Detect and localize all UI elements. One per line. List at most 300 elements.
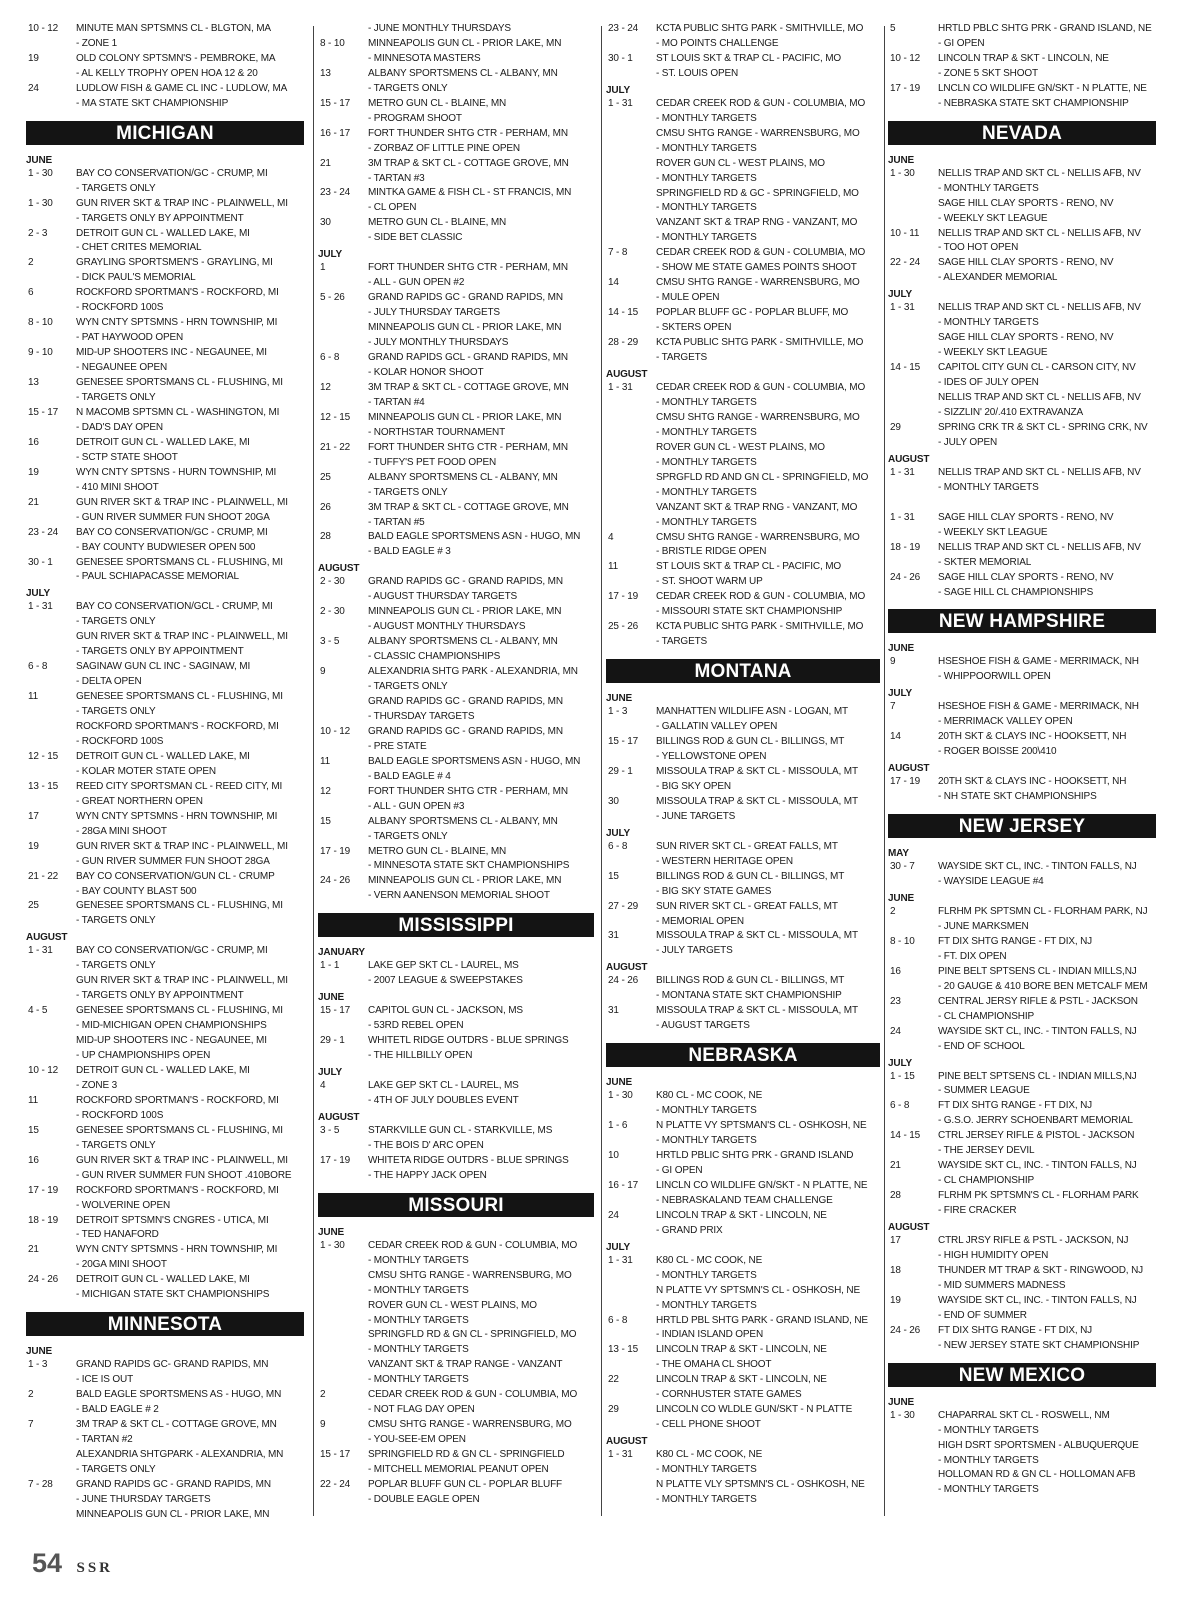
schedule-row	[318, 1284, 598, 1299]
column-4	[888, 22, 1160, 1522]
event-date: 24 - 26	[890, 571, 921, 583]
event-date: 30	[320, 217, 331, 229]
event-date: 23 - 24	[28, 526, 59, 538]
schedule-row	[26, 1139, 308, 1154]
schedule-row	[318, 186, 598, 201]
event-text: - MONTHLY TARGETS	[938, 1484, 1039, 1496]
event-text: KCTA PUBLIC SHTG PARK - SMITHVILLE, MO	[656, 337, 864, 349]
event-text: ALBANY SPORTSMENS CL - ALBANY, MN	[368, 471, 558, 483]
schedule-row	[26, 1064, 308, 1079]
event-date: 5	[890, 23, 896, 34]
event-text: - THE HAPPY JACK OPEN	[368, 1169, 487, 1181]
schedule-row	[888, 1279, 1160, 1294]
month-heading: JULY	[888, 289, 913, 301]
event-text: BILLINGS ROD & GUN CL - BILLINGS, MT	[656, 975, 845, 987]
schedule-row	[888, 37, 1160, 52]
schedule-row	[26, 1418, 308, 1433]
event-text: - MONTHLY TARGETS	[938, 182, 1039, 194]
schedule-row	[318, 1299, 598, 1314]
schedule-row	[318, 142, 598, 157]
schedule-row	[318, 82, 598, 97]
event-date: 17	[890, 1235, 901, 1247]
event-text: - YELLOWSTONE OPEN	[656, 750, 767, 762]
column-divider	[601, 26, 602, 1516]
event-text: FORT THUNDER SHTG CTR - PERHAM, MN	[368, 441, 568, 453]
schedule-row	[318, 351, 598, 366]
schedule-row	[888, 1025, 1160, 1040]
event-text: FT DIX SHTG RANGE - FT DIX, NJ	[938, 935, 1093, 947]
schedule-row	[606, 411, 884, 426]
event-text: DETROIT GUN CL - WALLED LAKE, MI	[76, 750, 250, 762]
event-text: - PROGRAM SHOOT	[368, 112, 462, 124]
event-text: - GUN RIVER SUMMER FUN SHOOT 20GA	[76, 511, 270, 523]
event-text: - MONTHLY TARGETS	[656, 1135, 757, 1147]
schedule-row	[606, 381, 884, 396]
schedule-row	[888, 1409, 1160, 1424]
month-heading: AUGUST	[606, 1436, 648, 1448]
month-heading: JUNE	[606, 1077, 633, 1089]
event-date: 1 - 31	[890, 511, 915, 523]
event-date: 29 - 1	[608, 765, 633, 777]
event-date: 15 - 17	[320, 97, 351, 109]
event-date: 17	[28, 810, 39, 822]
schedule-row	[26, 1243, 308, 1258]
event-text: - BAY COUNTY BLAST 500	[76, 885, 197, 897]
schedule-row	[318, 575, 598, 590]
event-text: - TARGETS ONLY BY APPOINTMENT	[76, 646, 244, 658]
event-date: 10 - 12	[28, 23, 59, 34]
schedule-row	[888, 1040, 1160, 1055]
schedule-row	[26, 825, 308, 840]
schedule-row	[26, 391, 308, 406]
schedule-columns	[0, 22, 1200, 1522]
event-text: MANHATTEN WILDLIFE ASN - LOGAN, MT	[656, 706, 848, 718]
schedule-row	[318, 1373, 598, 1388]
event-text: - 410 MINI SHOOT	[76, 481, 159, 493]
schedule-row	[606, 1224, 884, 1239]
schedule-row	[606, 1448, 884, 1463]
schedule-row	[318, 67, 598, 82]
schedule-row	[888, 1159, 1160, 1174]
event-text: NELLIS TRAP AND SKT CL - NELLIS AFB, NV	[938, 392, 1141, 404]
state-heading: MONTANA	[606, 659, 880, 683]
event-text: - AUGUST THURSDAY TARGETS	[368, 591, 518, 603]
event-text: FLRHM PK SPTSMN CL - FLORHAM PARK, NJ	[938, 905, 1148, 917]
schedule-row	[318, 959, 598, 974]
event-text: BALD EAGLE SPORTSMENS ASN - HUGO, MN	[368, 531, 581, 543]
schedule-row	[318, 471, 598, 486]
event-text: WAYSIDE SKT CL, INC. - TINTON FALLS, NJ	[938, 1160, 1137, 1172]
event-text: POPLAR BLUFF GUN CL - POPLAR BLUFF	[368, 1479, 563, 1491]
schedule-row	[318, 1343, 598, 1358]
event-date: 29	[890, 421, 901, 433]
event-text: - GRAND PRIX	[656, 1224, 723, 1236]
schedule-row	[26, 511, 308, 526]
event-text: - MONTHLY TARGETS	[938, 317, 1039, 329]
event-text: DETROIT GUN CL - WALLED LAKE, MI	[76, 436, 250, 448]
event-date: 24	[608, 1209, 619, 1221]
event-text: - JULY MONTHLY THURSDAYS	[368, 337, 509, 349]
event-date: 30 - 1	[608, 52, 633, 64]
event-date: 15	[320, 815, 331, 827]
month-heading: JUNE	[888, 1396, 915, 1408]
event-date: 10 - 12	[28, 1065, 59, 1076]
schedule-row	[318, 785, 598, 800]
schedule-row	[606, 157, 884, 172]
event-text: - DICK PAUL'S MEMORIAL	[76, 272, 196, 284]
event-text: - CELL PHONE SHOOT	[656, 1419, 761, 1431]
schedule-row	[606, 590, 884, 605]
schedule-row	[888, 556, 1160, 571]
state-heading: NEBRASKA	[606, 1043, 880, 1067]
event-date: 1 - 3	[608, 706, 628, 718]
event-text: - TARTAN #5	[368, 516, 425, 528]
schedule-row	[26, 870, 308, 885]
event-text: - MONTHLY TARGETS	[368, 1314, 469, 1326]
event-text: GRAND RAPIDS GC - GRAND RAPIDS, MN	[368, 695, 563, 707]
event-text: - JUNE MONTHLY THURSDAYS	[368, 23, 511, 34]
event-text: - TARGETS ONLY	[76, 1463, 156, 1475]
schedule-row	[888, 301, 1160, 316]
schedule-row	[888, 227, 1160, 242]
schedule-row	[318, 1254, 598, 1269]
event-text: FORT THUNDER SHTG CTR - PERHAM, MN	[368, 785, 568, 797]
schedule-row	[606, 97, 884, 112]
event-text: - NEGAUNEE OPEN	[76, 362, 168, 374]
event-date: 15 - 17	[608, 736, 639, 748]
schedule-row	[888, 745, 1160, 760]
schedule-row	[26, 1448, 308, 1463]
schedule-row	[606, 560, 884, 575]
event-text: - 53RD REBEL OPEN	[368, 1020, 464, 1032]
schedule-row	[606, 1373, 884, 1388]
event-text: BALD EAGLE SPORTSMENS AS - HUGO, MN	[76, 1389, 282, 1401]
event-text: - MONTHLY TARGETS	[368, 1254, 469, 1266]
schedule-row	[26, 1258, 308, 1273]
schedule-row	[26, 97, 308, 112]
schedule-row	[318, 97, 598, 112]
event-date: 15	[608, 870, 619, 882]
month-heading: JUNE	[888, 892, 915, 904]
event-text: - BAY COUNTY BUDWIESER OPEN 500	[76, 541, 256, 553]
schedule-row	[318, 1478, 598, 1493]
schedule-row	[318, 859, 598, 874]
page-footer	[32, 1548, 113, 1579]
event-text: - TARGETS ONLY	[76, 182, 156, 194]
event-text: MINNEAPOLIS GUN CL - PRIOR LAKE, MN	[368, 411, 562, 423]
event-text: DETROIT GUN CL - WALLED LAKE, MI	[76, 1065, 250, 1076]
event-date: 28 - 29	[608, 337, 639, 349]
event-text: ALEXANDRIA SHTG PARK - ALEXANDRIA, MN	[368, 666, 578, 678]
event-date: 8 - 10	[320, 37, 345, 49]
schedule-row	[318, 590, 598, 605]
event-text: SAGE HILL CLAY SPORTS - RENO, NV	[938, 257, 1114, 269]
schedule-row	[318, 366, 598, 381]
event-text: - MONTHLY TARGETS	[656, 1269, 757, 1281]
schedule-row	[26, 212, 308, 227]
event-text: - 20 GAUGE & 410 BORE BEN METCALF MEM	[938, 980, 1148, 992]
event-date: 30 - 1	[28, 556, 53, 568]
schedule-row	[888, 212, 1160, 227]
schedule-row	[318, 650, 598, 665]
event-date: 11	[28, 1094, 39, 1106]
event-date: 14 - 15	[608, 307, 639, 319]
state-heading: NEVADA	[888, 121, 1156, 145]
schedule-row	[888, 526, 1160, 541]
event-text: - PRE STATE	[368, 740, 427, 752]
event-text: - ZORBAZ OF LITTLE PINE OPEN	[368, 142, 520, 154]
event-date: 2	[28, 1389, 34, 1401]
schedule-row	[606, 486, 884, 501]
event-text: - TARGETS ONLY	[76, 616, 156, 628]
event-date: 1 - 30	[608, 1090, 633, 1102]
event-text: BILLINGS ROD & GUN CL - BILLINGS, MT	[656, 736, 845, 748]
event-text: - NEBRASKALAND TEAM CHALLENGE	[656, 1194, 833, 1206]
event-text: - MISSOURI STATE SKT CHAMPIONSHIP	[656, 606, 843, 618]
schedule-row	[26, 1373, 308, 1388]
event-date: 11	[28, 691, 39, 703]
schedule-row	[606, 231, 884, 246]
schedule-row	[26, 1273, 308, 1288]
event-date: 6 - 8	[890, 1100, 910, 1112]
event-date: 6 - 8	[608, 1314, 628, 1326]
event-text: 20TH SKT & CLAYS INC - HOOKSETT, NH	[938, 731, 1127, 743]
schedule-row	[888, 1174, 1160, 1189]
schedule-row	[606, 1299, 884, 1314]
schedule-row	[318, 830, 598, 845]
schedule-row	[888, 67, 1160, 82]
state-heading: MICHIGAN	[26, 121, 304, 145]
event-text: - GUN RIVER SUMMER FUN SHOOT .410BORE	[76, 1169, 292, 1181]
schedule-row	[888, 331, 1160, 346]
schedule-row	[318, 172, 598, 187]
event-text: LINCOLN TRAP & SKT - LINCOLN, NE	[938, 52, 1109, 64]
event-date: 22	[608, 1374, 619, 1386]
schedule-row	[26, 421, 308, 436]
schedule-row	[606, 127, 884, 142]
schedule-row	[26, 645, 308, 660]
schedule-row	[318, 680, 598, 695]
event-date: 29	[608, 1404, 619, 1416]
event-text: SAGE HILL CLAY SPORTS - RENO, NV	[938, 197, 1114, 209]
schedule-row	[606, 1463, 884, 1478]
schedule-row	[606, 1328, 884, 1343]
event-text: MINUTE MAN SPTSMNS CL - BLGTON, MA	[76, 23, 271, 34]
event-date: 14 - 15	[890, 1130, 921, 1142]
event-date: 2	[890, 905, 896, 917]
event-text: - CL OPEN	[368, 202, 417, 214]
event-text: OLD COLONY SPTSMN'S - PEMBROKE, MA	[76, 52, 276, 64]
event-date: 25 - 26	[608, 621, 639, 633]
event-text: CMSU SHTG RANGE - WARRENSBURG, MO	[656, 277, 860, 289]
schedule-row	[26, 944, 308, 959]
event-date: 9 - 10	[28, 347, 53, 359]
event-text: - MONTHLY TARGETS	[656, 1494, 757, 1506]
event-text: CEDAR CREEK ROD & GUN - COLUMBIA, MO	[656, 247, 866, 259]
schedule-row	[318, 605, 598, 620]
event-text: - TUFFY'S PET FOOD OPEN	[368, 456, 497, 468]
month-heading: JUNE	[318, 992, 345, 1004]
event-text: - TARGETS ONLY	[76, 392, 156, 404]
schedule-row	[606, 1358, 884, 1373]
event-text: 3M TRAP & SKT CL - COTTAGE GROVE, MN	[368, 501, 569, 513]
schedule-row	[888, 1099, 1160, 1114]
schedule-row	[26, 241, 308, 256]
schedule-row	[318, 1358, 598, 1373]
schedule-row	[318, 1269, 598, 1284]
event-text: - VERN AANENSON MEMORIAL SHOOT	[368, 890, 550, 902]
schedule-row	[26, 451, 308, 466]
schedule-row	[888, 52, 1160, 67]
event-date: 13 - 15	[608, 1344, 639, 1356]
event-text: MINNEAPOLIS GUN CL - PRIOR LAKE, MN	[76, 1508, 270, 1520]
schedule-row	[606, 1179, 884, 1194]
schedule-row	[888, 1294, 1160, 1309]
event-text: GENESEE SPORTSMANS CL - FLUSHING, MI	[76, 556, 283, 568]
schedule-row	[318, 231, 598, 246]
event-date: 1 - 31	[608, 97, 633, 109]
event-text: ROVER GUN CL - WEST PLAINS, MO	[656, 441, 825, 453]
schedule-row	[26, 1154, 308, 1169]
event-text: ROCKFORD SPORTMAN'S - ROCKFORD, MI	[76, 1094, 279, 1106]
event-date: 23	[890, 995, 901, 1007]
event-text: - NEW JERSEY STATE SKT CHAMPIONSHIP	[938, 1339, 1140, 1351]
event-date: 12	[320, 381, 331, 393]
schedule-row	[888, 436, 1160, 451]
schedule-row	[606, 1388, 884, 1403]
event-text: - FIRE CRACKER	[938, 1205, 1017, 1217]
schedule-row	[26, 1214, 308, 1229]
month-heading: AUGUST	[26, 932, 68, 944]
event-text: - MONTHLY TARGETS	[938, 1454, 1039, 1466]
event-date: 5 - 26	[320, 292, 345, 304]
event-date: 1 - 31	[890, 302, 915, 314]
event-date: 1 - 30	[28, 167, 53, 179]
event-date: 7 - 8	[608, 247, 628, 259]
event-date: 1 - 30	[890, 1409, 915, 1421]
event-text: - ST. SHOOT WARM UP	[656, 576, 763, 588]
event-text: - 4TH OF JULY DOUBLES EVENT	[368, 1095, 519, 1106]
schedule-row	[888, 730, 1160, 745]
event-text: - SIZZLIN' 20/.410 EXTRAVANZA	[938, 407, 1084, 419]
event-text: GENESEE SPORTSMANS CL - FLUSHING, MI	[76, 1124, 283, 1136]
event-text: - JUNE THURSDAY TARGETS	[76, 1493, 211, 1505]
event-text: HOLLOMAN RD & GN CL - HOLLOMAN AFB	[938, 1469, 1136, 1481]
event-text: - NEBRASKA STATE SKT CHAMPIONSHIP	[938, 97, 1129, 109]
event-text: - MA STATE SKT CHAMPIONSHIP	[76, 97, 229, 109]
schedule-row	[888, 511, 1160, 526]
schedule-row	[318, 710, 598, 725]
schedule-row	[318, 456, 598, 471]
event-text: CTRL JERSEY RIFLE & PISTOL - JACKSON	[938, 1130, 1135, 1142]
schedule-row	[888, 421, 1160, 436]
event-text: - MINNESOTA MASTERS	[368, 52, 481, 64]
month-heading: JANUARY	[318, 947, 365, 959]
schedule-row	[888, 1468, 1160, 1483]
event-text: - MONTHLY TARGETS	[656, 486, 757, 498]
schedule-row	[606, 456, 884, 471]
event-text: - MERRIMACK VALLEY OPEN	[938, 716, 1073, 728]
schedule-row	[606, 635, 884, 650]
event-text: - TARGETS ONLY	[76, 1139, 156, 1151]
event-date: 6 - 8	[608, 840, 628, 852]
schedule-row	[888, 965, 1160, 980]
event-text: - TARTAN #3	[368, 172, 425, 184]
schedule-row	[888, 571, 1160, 586]
schedule-row	[26, 167, 308, 182]
schedule-row	[318, 37, 598, 52]
schedule-row	[888, 1483, 1160, 1498]
schedule-row	[26, 271, 308, 286]
schedule-row	[888, 1264, 1160, 1279]
event-date: 1 - 1	[320, 960, 340, 972]
event-text: CMSU SHTG RANGE - WARRENSBURG, MO	[656, 531, 860, 543]
event-text: - MONTHLY TARGETS	[656, 426, 757, 438]
event-text: - SAGE HILL CL CHAMPIONSHIPS	[938, 586, 1094, 598]
schedule-row	[318, 1004, 598, 1019]
column-2	[318, 22, 598, 1522]
event-text: - BALD EAGLE # 2	[76, 1404, 159, 1416]
schedule-row	[888, 586, 1160, 601]
event-text: MISSOULA TRAP & SKT CL - MISSOULA, MT	[656, 795, 858, 807]
schedule-row	[318, 889, 598, 904]
schedule-row	[606, 1418, 884, 1433]
schedule-row	[606, 441, 884, 456]
schedule-row	[26, 914, 308, 929]
schedule-row	[888, 670, 1160, 685]
event-text: MISSOULA TRAP & SKT CL - MISSOULA, MT	[656, 765, 858, 777]
event-text: - ROCKFORD 100S	[76, 735, 164, 747]
month-heading: JULY	[606, 84, 631, 96]
event-date: 2 - 30	[320, 576, 345, 588]
schedule-row	[606, 1254, 884, 1269]
event-text: ST LOUIS SKT & TRAP CL - PACIFIC, MO	[656, 52, 842, 64]
event-text: - MONTHLY TARGETS	[656, 142, 757, 154]
event-date: 6	[28, 287, 34, 299]
column-divider	[313, 26, 314, 1516]
event-text: - THURSDAY TARGETS	[368, 710, 475, 722]
page-number: 54	[32, 1548, 63, 1578]
event-text: CENTRAL JERSY RIFLE & PSTL - JACKSON	[938, 995, 1138, 1007]
event-text: SUN RIVER SKT CL - GREAT FALLS, MT	[656, 900, 838, 912]
event-text: - WHIPPOORWILL OPEN	[938, 671, 1051, 683]
schedule-row	[606, 1194, 884, 1209]
event-text: - DOUBLE EAGLE OPEN	[368, 1493, 480, 1505]
event-text: - KOLAR MOTER STATE OPEN	[76, 765, 216, 777]
schedule-row	[606, 810, 884, 825]
event-text: WHITETA RIDGE OUTDRS - BLUE SPRINGS	[368, 1154, 569, 1166]
event-text: LNCLN CO WILDLIFE GN/SKT - N PLATTE, NE	[938, 82, 1147, 94]
schedule-row	[888, 481, 1160, 496]
schedule-row	[888, 496, 1160, 511]
event-text: WHITETL RIDGE OUTDRS - BLUE SPRINGS	[368, 1035, 569, 1047]
schedule-row	[26, 182, 308, 197]
event-date: 16	[28, 436, 39, 448]
schedule-row	[606, 900, 884, 915]
schedule-row	[888, 182, 1160, 197]
event-text: - ROCKFORD 100S	[76, 1109, 164, 1121]
schedule-row	[606, 37, 884, 52]
schedule-row	[888, 376, 1160, 391]
event-text: - DELTA OPEN	[76, 676, 142, 688]
event-text: CEDAR CREEK ROD & GUN - COLUMBIA, MO	[368, 1239, 578, 1251]
event-date: 14	[608, 277, 619, 289]
schedule-row	[606, 112, 884, 127]
schedule-row	[26, 406, 308, 421]
schedule-row	[606, 471, 884, 486]
event-date: 2	[320, 1389, 326, 1401]
event-text: - THE OMAHA CL SHOOT	[656, 1359, 772, 1371]
